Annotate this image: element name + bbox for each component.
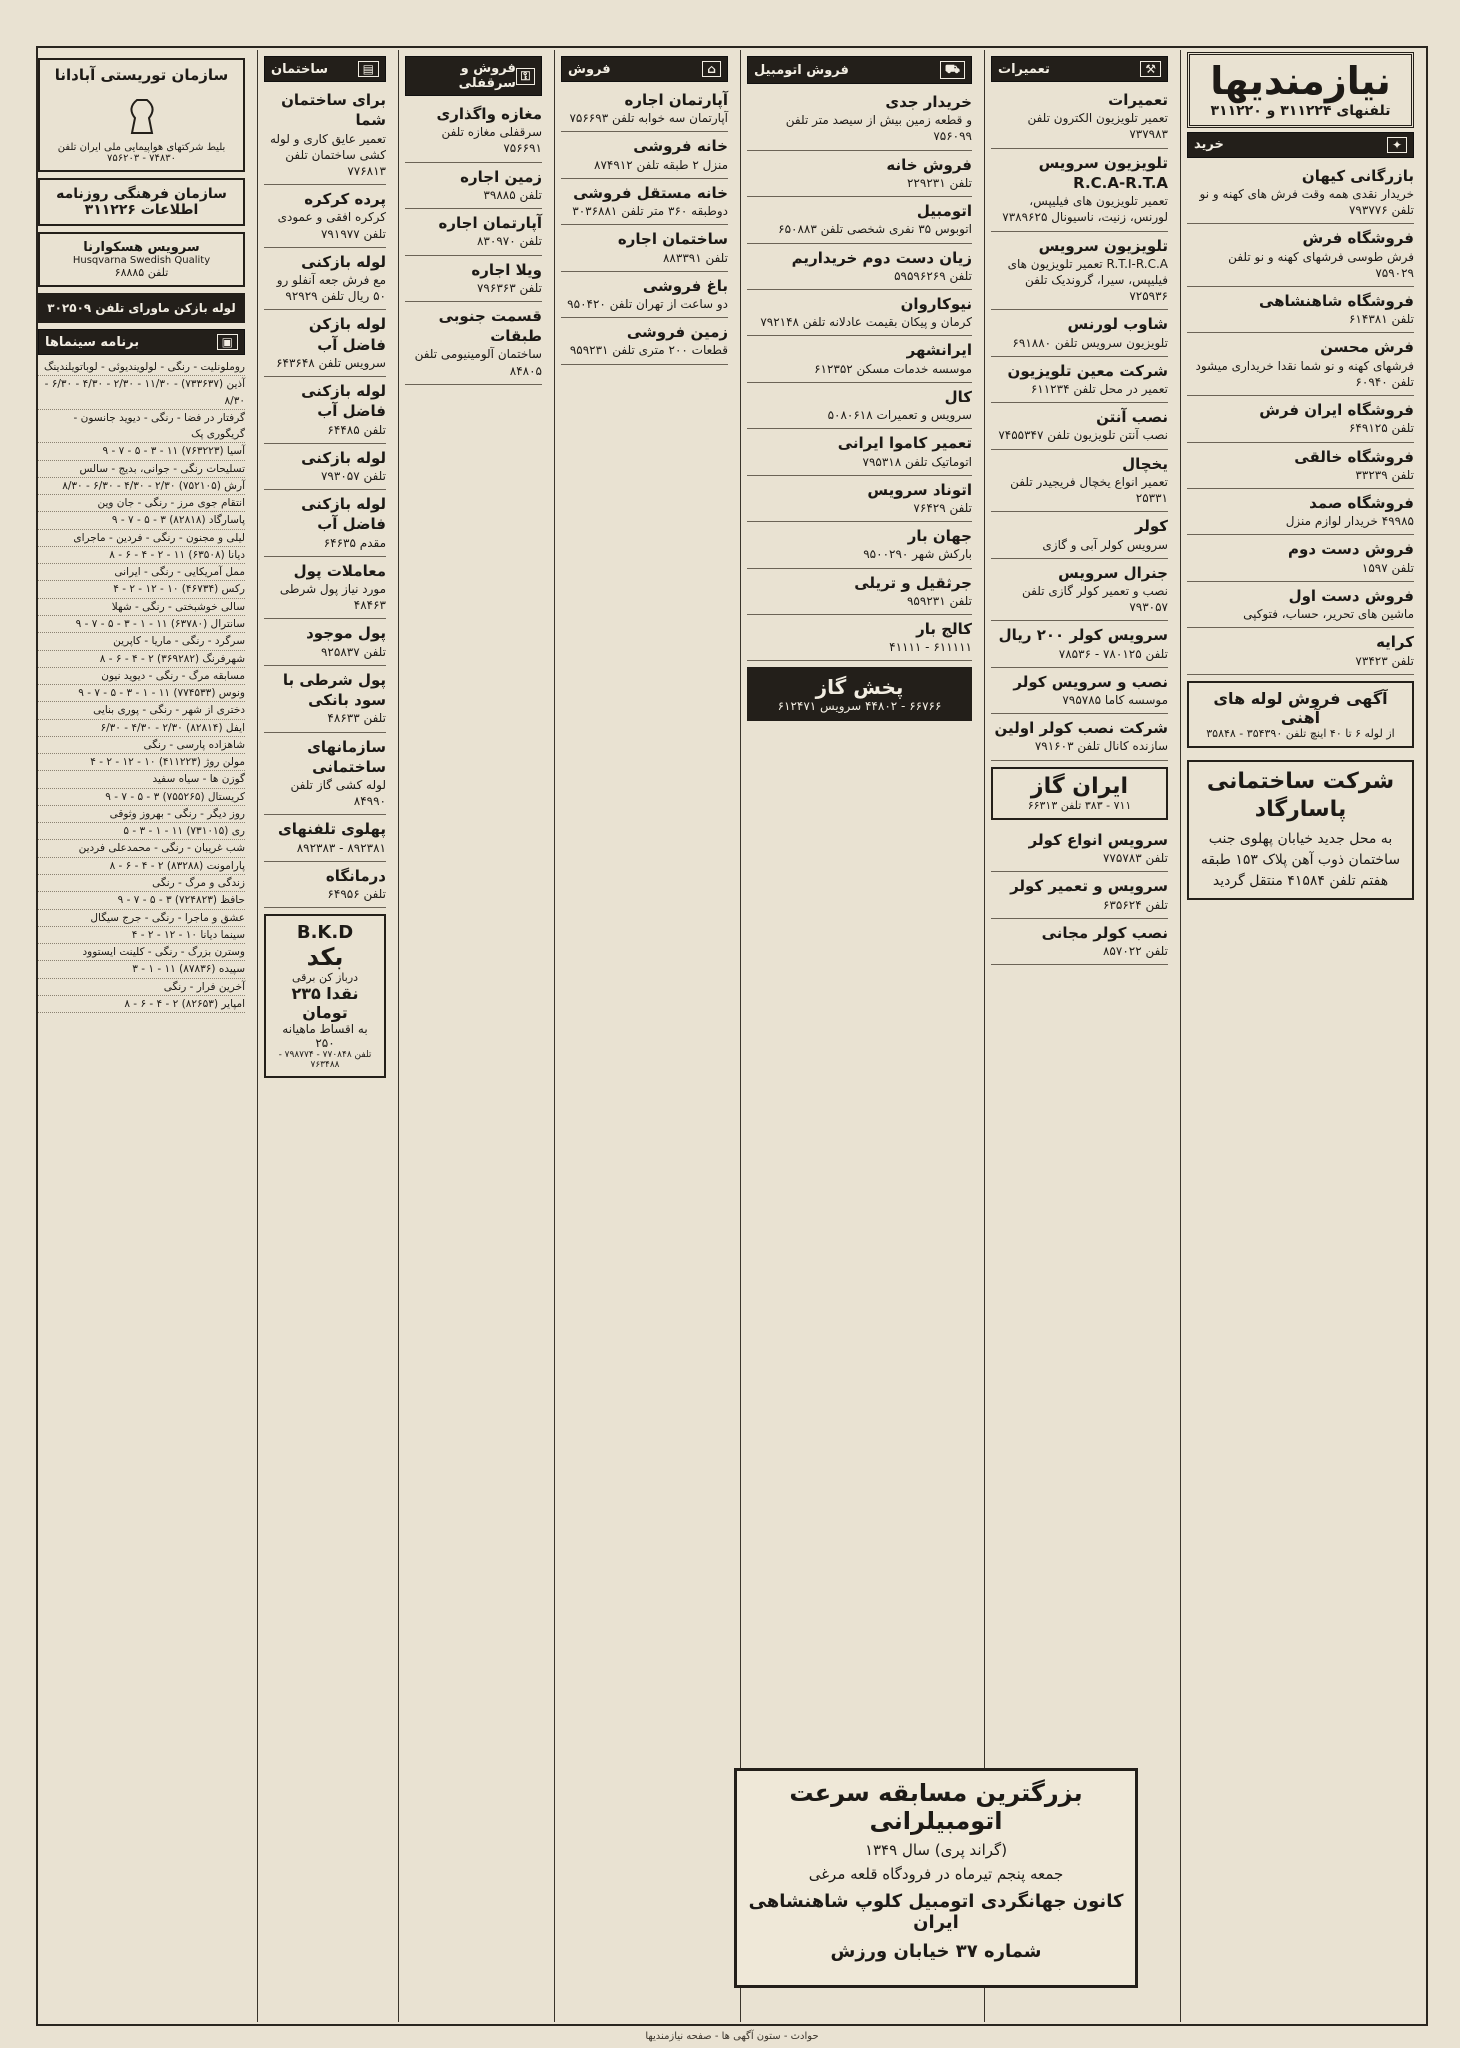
key-icon: ⚿	[516, 68, 535, 85]
cinema-listing: دیانا (۶۳۵۰۸) ۱۱ - ۲ - ۴ - ۶ - ۸	[38, 547, 245, 564]
ad-body: سرویس و تعمیرات ۵۰۸۰۶۱۸	[827, 408, 972, 423]
ad-title: تعمیرات	[1108, 91, 1168, 109]
cinema-listing: عشق و ماجرا - رنگی - جرج سیگال	[38, 910, 245, 927]
ad-body: R.T.I-R.C.A تعمیر تلویزیون های فیلیپس، سیرا، گروندیک تلفن ۷۲۵۹۳۶	[1007, 256, 1168, 304]
ad-body: ۴۹۹۸۵ خریدار لوازم منزل	[1285, 514, 1414, 529]
section-header-vehicles: ⛟ فروش اتومبیل	[747, 56, 972, 84]
classified-ad	[1187, 582, 1414, 628]
vase-icon	[117, 88, 167, 138]
cinema-listing: سینما دیانا ۱۰ - ۱۲ - ۲ - ۴	[38, 927, 245, 944]
ad-title: فروش خانه	[886, 155, 972, 174]
ad-title: کرایه	[1376, 633, 1414, 652]
ad-body: ماشین های تحریر، حساب، فتوکپی	[1243, 607, 1414, 622]
ad-body: بارکش شهر ۹۵۰۰۲۹۰	[863, 547, 972, 562]
ad-body: اتوماتیک تلفن ۷۹۵۳۱۸	[862, 454, 972, 469]
wrench-icon: ⚒	[1140, 61, 1161, 77]
ad-body: قطعات ۲۰۰ متری تلفن ۹۵۹۲۳۱	[569, 343, 728, 358]
classified-ad	[561, 132, 728, 178]
cinema-listing: کریستال (۷۵۵۲۶۵) ۳ - ۵ - ۷ - ۹	[38, 789, 245, 806]
ad-body: تلفن ۲۲۹۲۳۱	[906, 175, 972, 190]
classified-ad	[1187, 396, 1414, 442]
ettelaat-ad: سازمان فرهنگی روزنامه اطلاعات ۳۱۱۲۲۶	[38, 178, 245, 226]
ad-title: سرویس و تعمیر کولر	[1010, 877, 1168, 896]
classified-ad	[264, 733, 386, 816]
buy-ads-list	[1187, 162, 1414, 675]
classified-ad	[991, 559, 1168, 622]
classified-ad	[405, 256, 542, 302]
ad-title: آپارتمان اجاره	[624, 91, 728, 109]
classified-ad	[991, 826, 1168, 872]
ad-title: اتومبیل	[916, 202, 972, 221]
section-header-cinema: ▣ برنامه سینماها	[38, 329, 245, 355]
cinema-listing: وسترن بزرگ - رنگی - کلینت ایستوود	[38, 944, 245, 961]
ad-body: تلفن ۳۹۸۸۵	[483, 187, 542, 202]
column-building	[257, 50, 392, 2022]
masthead	[1187, 52, 1414, 128]
ad-title: فرش محسن	[1320, 338, 1414, 357]
cinema-listing: آرش (۷۵۲۱۰۵) ۲/۳۰ - ۴/۳۰ - ۶/۳۰ - ۸/۳۰	[38, 478, 245, 495]
classified-ad	[264, 444, 386, 490]
masthead-title: نیازمندیها	[1210, 59, 1391, 103]
ad-body: سرویس تلفن ۶۴۳۶۴۸	[276, 355, 386, 370]
ad-body: دو ساعت از تهران تلفن ۹۵۰۴۲۰	[567, 297, 728, 311]
classified-ad	[991, 621, 1168, 667]
cinema-list	[38, 359, 245, 1013]
classified-ad	[991, 403, 1168, 449]
ad-body: فرشهای کهنه و نو شما نقدا خریداری میشود تلفن ۶۰۹۴۰	[1195, 358, 1414, 389]
ad-title: سرویس کولر ۲۰۰ ریال	[998, 626, 1168, 645]
husqvarna-ad: سرویس هسکوارنا Husqvarna Swedish Quality تلفن ۶۸۸۸۵	[38, 232, 245, 287]
section-header-sale: ⌂ فروش	[561, 56, 728, 82]
ad-title: جنرال سرویس	[1058, 563, 1168, 582]
ad-title: بازرگانی کیهان	[1301, 166, 1414, 185]
cinema-listing: امپایر (۸۲۶۵۳) ۲ - ۴ - ۶ - ۸	[38, 996, 245, 1013]
ad-body: سرقفلی مغازه تلفن ۷۵۶۶۹۱	[441, 125, 542, 156]
ad-body: مقدم ۶۴۶۳۵	[323, 535, 386, 550]
pipes-ad: لوله بازکن ماورای تلفن ۳۰۲۵۰۹	[38, 293, 245, 323]
ad-body: سرویس کولر آبی و گازی	[1042, 537, 1168, 552]
ad-title: ویلا اجاره	[471, 260, 542, 279]
ad-title: سازمانهای ساختمانی	[307, 737, 386, 776]
ad-body: تلفن ۷۹۳۰۵۷	[320, 468, 386, 483]
ad-body: دوطبقه ۳۶۰ متر تلفن ۳۰۳۶۸۸۱	[572, 204, 728, 219]
sale-ads-list	[561, 86, 728, 365]
ad-body: تلفن ۷۳۴۲۳	[1355, 653, 1414, 668]
ad-body: ساختمان آلومینیومی تلفن ۸۴۸۰۵	[414, 347, 542, 378]
classified-ad	[264, 815, 386, 861]
ad-title: باغ فروشی	[642, 276, 728, 295]
ad-body: آپارتمان سه خوابه تلفن ۷۵۶۶۹۳	[569, 111, 728, 126]
ad-body: موسسه کاما ۷۹۵۷۸۵	[1062, 693, 1168, 707]
ad-body: تلویزیون سرویس تلفن ۶۹۱۸۸۰	[1012, 335, 1168, 350]
ad-title: نیوکاروان	[900, 294, 972, 313]
ad-title: تلویزیون سرویس	[1038, 236, 1168, 255]
ad-title: خانه مستقل فروشی	[573, 183, 728, 202]
classified-ad	[561, 318, 728, 364]
ad-title: معاملات پول	[293, 561, 386, 580]
film-icon: ▣	[217, 334, 238, 350]
ad-body: تلفن ۶۳۵۶۲۴	[1102, 897, 1168, 912]
paksh-gas-ad: پخش گاز ۶۶۷۶۶ - ۴۴۸۰۲ سرویس ۶۱۲۴۷۱	[747, 667, 972, 721]
cinema-listing: سرگرد - رنگی - ماریا - کاپرین	[38, 633, 245, 650]
ad-body: لوله کشی گاز تلفن ۸۴۹۹۰	[290, 778, 386, 809]
ad-body: تعمیر در محل تلفن ۶۱۱۲۳۴	[1030, 382, 1168, 396]
classified-ad	[264, 619, 386, 665]
ad-body: تلفن ۷۹۶۳۶۳	[476, 280, 542, 295]
ad-title: برای ساختمان شما	[281, 91, 386, 130]
ad-body: تلفن ۵۹۵۹۶۲۶۹	[894, 268, 972, 283]
ad-title: لوله بازکن فاضل آب	[308, 315, 386, 354]
cinema-listing: سپیده (۸۷۸۳۶) ۱۱ - ۱ - ۳	[38, 961, 245, 978]
ad-title: لوله بازکنی	[301, 448, 386, 467]
column-shops	[398, 50, 548, 2022]
section-header-shops: ⚿ فروش و سرقفلی	[405, 56, 542, 96]
classified-ad	[747, 151, 972, 197]
classified-ad	[747, 244, 972, 290]
services-ads-list	[747, 88, 972, 661]
cinema-listing: روز دیگر - رنگی - بهروز وثوقی	[38, 806, 245, 823]
classified-ad	[747, 290, 972, 336]
classified-ad	[747, 383, 972, 429]
column-real-estate	[554, 50, 734, 2022]
ad-body: تلفن ۴۸۶۳۳	[327, 711, 386, 726]
ad-title: زیان دست دوم خریداریم	[791, 248, 972, 267]
cinema-listing: سانترال (۶۳۷۸۰) ۱۱ - ۱ - ۳ - ۵ - ۷ - ۹	[38, 616, 245, 633]
column-repairs	[984, 50, 1174, 2022]
shops-ads-list	[405, 100, 542, 385]
classified-ad	[1187, 489, 1414, 535]
ad-body: سازنده کانال تلفن ۷۹۱۶۰۳	[1034, 739, 1168, 754]
ad-body: تلفن ۳۳۲۳۹	[1355, 467, 1414, 482]
classified-ad	[264, 185, 386, 248]
ad-title: لوله بازکنی فاضل آب	[301, 495, 386, 534]
ad-title: اتوناد سرویس	[867, 480, 972, 499]
ad-title: فروش دست اول	[1288, 586, 1414, 605]
gas-ad: ایران گاز ۷۱۱ - ۳۸۳ تلفن ۶۶۳۱۳	[991, 767, 1168, 820]
cinema-listing: لیلی و مجنون - رنگی - فردین - ماجرای	[38, 530, 245, 547]
classified-ad	[1187, 162, 1414, 225]
cinema-listing: شاهزاده پارسی - رنگی	[38, 737, 245, 754]
classified-ad	[747, 522, 972, 568]
ad-body: تلفن ۸۵۷۰۲۲	[1102, 943, 1168, 958]
ad-body: تلفن ۷۸۰۱۲۵ - ۷۸۵۳۶	[1058, 646, 1168, 661]
tourism-ad: سازمان توریستی آبادانا بلیط شرکتهای هواپیمایی ملی ایران تلفن ۷۴۸۳۰ - ۷۵۶۲۰۳	[38, 58, 245, 172]
classified-ad	[405, 100, 542, 163]
race-banner: بزرگترین مسابقه سرعت اتومبیلرانی (گراند پری) سال ۱۳۴۹ جمعه پنجم تیرماه در فرودگاه قلعه مرغی کانون جهانگردی اتومبیل کلوپ شاهنشاهی ایران شماره ۳۷ خیابان ورزش	[734, 1768, 1138, 1988]
ad-title: لوله بازکنی فاضل آب	[301, 382, 386, 421]
classified-ad	[991, 149, 1168, 232]
ad-body: تلفن ۹۲۵۸۳۷	[320, 644, 386, 659]
classified-ad	[405, 209, 542, 255]
cinema-listing: آخرین فرار - رنگی	[38, 979, 245, 996]
ad-body: تلفن ۶۴۹۱۲۵	[1348, 421, 1414, 436]
classified-ad	[747, 336, 972, 382]
classified-ad	[1187, 628, 1414, 674]
ad-title: نصب و سرویس کولر	[1013, 672, 1168, 691]
cinema-listing: شب غریبان - رنگی - محمدعلی فردین	[38, 840, 245, 857]
classified-ad	[991, 86, 1168, 149]
ad-title: شرکت نصب کولر اولین	[994, 719, 1168, 738]
classified-ad	[747, 615, 972, 661]
cinema-listing: انتقام جوی مرز - رنگی - جان وین	[38, 495, 245, 512]
building-icon: ▤	[358, 61, 379, 77]
classified-ad	[264, 86, 386, 185]
cinema-listing: روملونلیت - رنگی - لولویندیوئی - لوباتویلندینگ	[38, 359, 245, 376]
ad-title: نصب کولر مجانی	[1041, 923, 1168, 942]
cinema-listing: ری (۷۳۱۰۱۵) ۱۱ - ۱ - ۳ - ۵	[38, 823, 245, 840]
ad-body: تعمیر تلویزیون الکترون تلفن ۷۳۷۹۸۳	[1027, 111, 1168, 142]
ad-body: ۸۹۲۳۸۱ - ۸۹۲۳۸۳	[296, 840, 386, 855]
cinema-listing: حافظ (۷۲۴۸۲۳) ۳ - ۵ - ۷ - ۹	[38, 892, 245, 909]
classified-ad	[991, 232, 1168, 311]
cooler-ads-list	[991, 826, 1168, 965]
classified-ad	[991, 450, 1168, 513]
classified-ad	[405, 163, 542, 209]
ad-body: خریدار نقدی همه وقت فرش های کهنه و نو تلفن ۷۹۳۷۷۶	[1199, 187, 1414, 218]
classified-ad	[747, 429, 972, 475]
column-cinema	[32, 50, 251, 2022]
cinema-listing: گرفتار در فضا - رنگی - دیوید جانسون - گریگوری پک	[38, 410, 245, 444]
ad-body: تلفن ۶۱۴۳۸۱	[1348, 312, 1414, 327]
ad-title: زمین فروشی	[626, 323, 728, 342]
ad-body: فرش طوسی فرشهای کهنه و نو تلفن ۷۵۹۰۲۹	[1228, 249, 1414, 280]
classified-ad	[264, 377, 386, 444]
cinema-listing: ایفل (۸۲۸۱۴) ۲/۳۰ - ۴/۳۰ - ۶/۳۰	[38, 720, 245, 737]
classified-ad	[561, 86, 728, 132]
ad-title: فروشگاه خالقی	[1294, 447, 1414, 466]
cinema-listing: پاسارگاد (۸۲۸۱۸) ۳ - ۵ - ۷ - ۹	[38, 512, 245, 529]
repairs-ads-list	[991, 86, 1168, 761]
ad-title: فروشگاه فرش	[1302, 229, 1414, 248]
ad-title: پهلوی تلفنهای	[278, 820, 386, 839]
ad-body: منزل ۲ طبقه تلفن ۸۷۴۹۱۲	[594, 157, 728, 172]
classified-ad	[991, 919, 1168, 965]
column-services	[740, 50, 978, 2022]
ad-title: خانه فروشی	[633, 137, 728, 156]
ad-title: پول موجود	[306, 624, 386, 643]
cinema-listing: زندگی و مرگ - رنگی	[38, 875, 245, 892]
page-footer: حوادث - ستون آگهی ها - صفحه نیازمندیها	[645, 2031, 819, 2042]
classified-ad	[1187, 224, 1414, 287]
classified-ad	[991, 872, 1168, 918]
cinema-listing: ونوس (۷۷۴۵۳۳) ۱۱ - ۱ - ۳ - ۵ - ۷ - ۹	[38, 685, 245, 702]
ad-body: کرکره افقی و عمودی تلفن ۷۹۱۹۷۷	[277, 210, 386, 241]
classified-ad	[1187, 333, 1414, 396]
ad-body: تلفن ۶۴۴۸۵	[327, 422, 386, 437]
classified-ad	[264, 557, 386, 620]
classified-ad	[747, 476, 972, 522]
classified-ad	[991, 714, 1168, 760]
ad-body: تعمیر انواع یخچال فریجیدر تلفن ۲۵۳۳۱	[1010, 474, 1168, 506]
ad-title: فروشگاه صمد	[1309, 493, 1414, 512]
ad-title: فروشگاه شاهنشاهی	[1258, 292, 1414, 311]
classified-ad	[1187, 443, 1414, 489]
ad-body: نصب آنتن تلویزیون تلفن ۷۴۵۵۳۴۷	[998, 428, 1168, 443]
ad-body: مورد نیاز پول شرطی ۴۸۴۶۳	[279, 582, 386, 613]
car-icon: ⛟	[940, 61, 965, 79]
classified-ad	[561, 179, 728, 225]
ad-body: ۶۱۱۱۱۱ - ۴۱۱۱۱	[889, 640, 972, 655]
ad-title: جرثقیل و تریلی	[854, 573, 972, 592]
section-header-building: ▤ ساختمان	[264, 56, 386, 82]
cinema-listing: رکس (۴۶۷۳۴) ۱۰ - ۱۲ - ۲ - ۴	[38, 581, 245, 598]
ad-title: تعمیر کاموا ایرانی	[837, 434, 972, 453]
classified-ad	[991, 512, 1168, 558]
cinema-listing: ممل آمریکایی - رنگی - ایرانی	[38, 564, 245, 581]
ad-title: یخچال	[1122, 454, 1168, 473]
classified-ad	[264, 862, 386, 908]
ad-title: جهان بار	[907, 527, 972, 546]
pasargad-ad: شرکت ساختمانی پاسارگاد به محل جدید خیابان پهلوی جنب ساختمان ذوب آهن پلاک ۱۵۳ طبقه هفتم تلفن ۴۱۵۸۴ منتقل گردید	[1187, 760, 1414, 900]
classified-ad	[561, 272, 728, 318]
ad-title: شاوب لورنس	[1067, 315, 1168, 334]
classified-ad	[264, 490, 386, 557]
ad-body: تلفن ۱۵۹۷	[1361, 560, 1414, 575]
classified-ad	[747, 569, 972, 615]
ad-title: فروشگاه ایران فرش	[1259, 401, 1414, 420]
ad-body: تلفن ۸۸۳۳۹۱	[662, 250, 728, 265]
classified-ad	[405, 302, 542, 385]
ad-title: کال	[944, 387, 972, 406]
cinema-listing: مسابقه مرگ - رنگی - دیوید نیون	[38, 668, 245, 685]
ad-body: موسسه خدمات مسکن ۶۱۲۳۵۲	[814, 361, 972, 376]
column-masthead	[1180, 50, 1420, 2022]
classified-ad	[264, 248, 386, 311]
cinema-listing: آذین (۷۳۳۶۳۷) - ۱۱/۳۰ - ۲/۳۰ - ۴/۳۰ - ۶/۳۰ - ۸/۳۰	[38, 376, 245, 410]
ad-body: تلفن ۷۶۴۲۹	[913, 500, 972, 515]
classified-ad	[264, 666, 386, 733]
ad-title: فروش دست دوم	[1288, 540, 1414, 559]
cinema-listing: سالی خوشبختی - رنگی - شهلا	[38, 599, 245, 616]
ad-title: قسمت جنوبی طبقات	[438, 306, 542, 346]
ad-title: درمانگاه	[325, 866, 386, 885]
ad-title: شرکت معین تلویزیون	[1007, 361, 1168, 380]
ad-body: تعمیر عایق کاری و لوله کشی ساختمان تلفن ۷۷۶۸۱۳	[269, 131, 386, 178]
ad-body: نصب و تعمیر کولر گازی تلفن ۷۹۳۰۵۷	[1022, 583, 1168, 615]
ad-title: ایرانشهر	[906, 341, 972, 360]
ad-body: اتوبوس ۳۵ نفری شخصی تلفن ۶۵۰۸۸۳	[778, 222, 972, 237]
classified-ad	[1187, 535, 1414, 581]
bkd-ad: B.K.D بکد درباز کن برقی نقدا ۲۳۵ تومان به اقساط ماهیانه ۲۵۰ تلفن ۷۷۰۸۴۸ - ۷۹۸۷۷۴ - ۷۶۳۴۸۸	[264, 914, 386, 1078]
ad-body: تلفن ۸۳۰۹۷۰	[476, 234, 542, 249]
cinema-listing: پارامونت (۸۳۲۸۸) ۲ - ۴ - ۶ - ۸	[38, 858, 245, 875]
classified-ad	[991, 668, 1168, 714]
classified-ad	[747, 88, 972, 151]
ad-title: پرده کرکره	[304, 190, 386, 209]
classified-ad	[264, 310, 386, 377]
classified-ad	[991, 310, 1168, 356]
iron-pipes-ad: آگهی فروش لوله های آهنی از لوله ۶ تا ۴۰ اینچ تلفن ۳۵۴۳۹۰ - ۳۵۸۴۸	[1187, 681, 1414, 748]
section-header-repairs: ⚒ تعمیرات	[991, 56, 1168, 82]
ad-body: کرمان و پیکان بقیمت عادلانه تلفن ۷۹۲۱۴۸	[760, 315, 972, 330]
ad-title: مغازه واگذاری	[436, 105, 542, 123]
cinema-listing: دختری از شهر - رنگی - پوری بنایی	[38, 702, 245, 719]
ad-title: تلویزیون سرویس R.C.A-R.T.A	[1038, 153, 1168, 192]
cinema-listing: تسلیحات رنگی - جوانی، بدیج - سالس	[38, 461, 245, 478]
ad-title: آپارتمان اجاره	[438, 214, 542, 233]
ad-body: تلفن ۷۷۵۷۸۳	[1102, 851, 1168, 866]
classified-ad	[561, 225, 728, 271]
cinema-listing: شهرفرنگ (۳۶۹۲۸۲) ۲ - ۴ - ۶ - ۸	[38, 651, 245, 668]
house-icon: ⌂	[702, 61, 721, 77]
ad-body: تعمیر تلویزیون های فیلیپس، لورنس، زنیت، ناسیونال ۷۳۸۹۶۲۵	[1002, 194, 1168, 225]
ad-body: و قطعه زمین بیش از سیصد متر تلفن ۷۵۶۰۹۹	[785, 113, 972, 144]
section-header-buy: ✦ خرید	[1187, 132, 1414, 158]
cinema-listing: گوزن ها - سیاه سفید	[38, 771, 245, 788]
ad-title: پول شرطی با سود بانکی	[282, 670, 386, 710]
ad-title: زمین اجاره	[460, 167, 542, 186]
ad-body: تلفن ۹۵۹۲۳۱	[906, 593, 972, 608]
ad-title: کالج بار	[916, 620, 972, 638]
ad-title: ساختمان اجاره	[617, 230, 728, 249]
ad-title: کولر	[1134, 517, 1168, 536]
classified-ad	[991, 357, 1168, 403]
ad-title: سرویس انواع کولر	[1028, 830, 1168, 849]
building-ads-list	[264, 86, 386, 908]
cinema-listing: آسیا (۷۶۳۲۲۳) ۱۱ - ۳ - ۵ - ۷ - ۹	[38, 443, 245, 460]
ad-title: خریدار جدی	[885, 93, 972, 111]
ad-body: مع فرش جعه آنفلو رو ۵۰ ریال تلفن ۹۲۹۲۹	[276, 272, 386, 304]
ad-title: نصب آنتن	[1096, 408, 1168, 427]
cinema-listing: مولن روژ (۴۱۱۲۲۳) ۱۰ - ۱۲ - ۲ - ۴	[38, 754, 245, 771]
classified-ad	[1187, 287, 1414, 333]
ad-body: تلفن ۶۴۹۵۶	[327, 887, 386, 902]
masthead-phones: تلفنهای ۳۱۱۲۲۴ و ۳۱۱۲۲۰	[1210, 102, 1391, 119]
ad-title: لوله بازکنی	[301, 252, 386, 271]
buy-icon: ✦	[1387, 137, 1407, 153]
classified-ad	[747, 197, 972, 243]
